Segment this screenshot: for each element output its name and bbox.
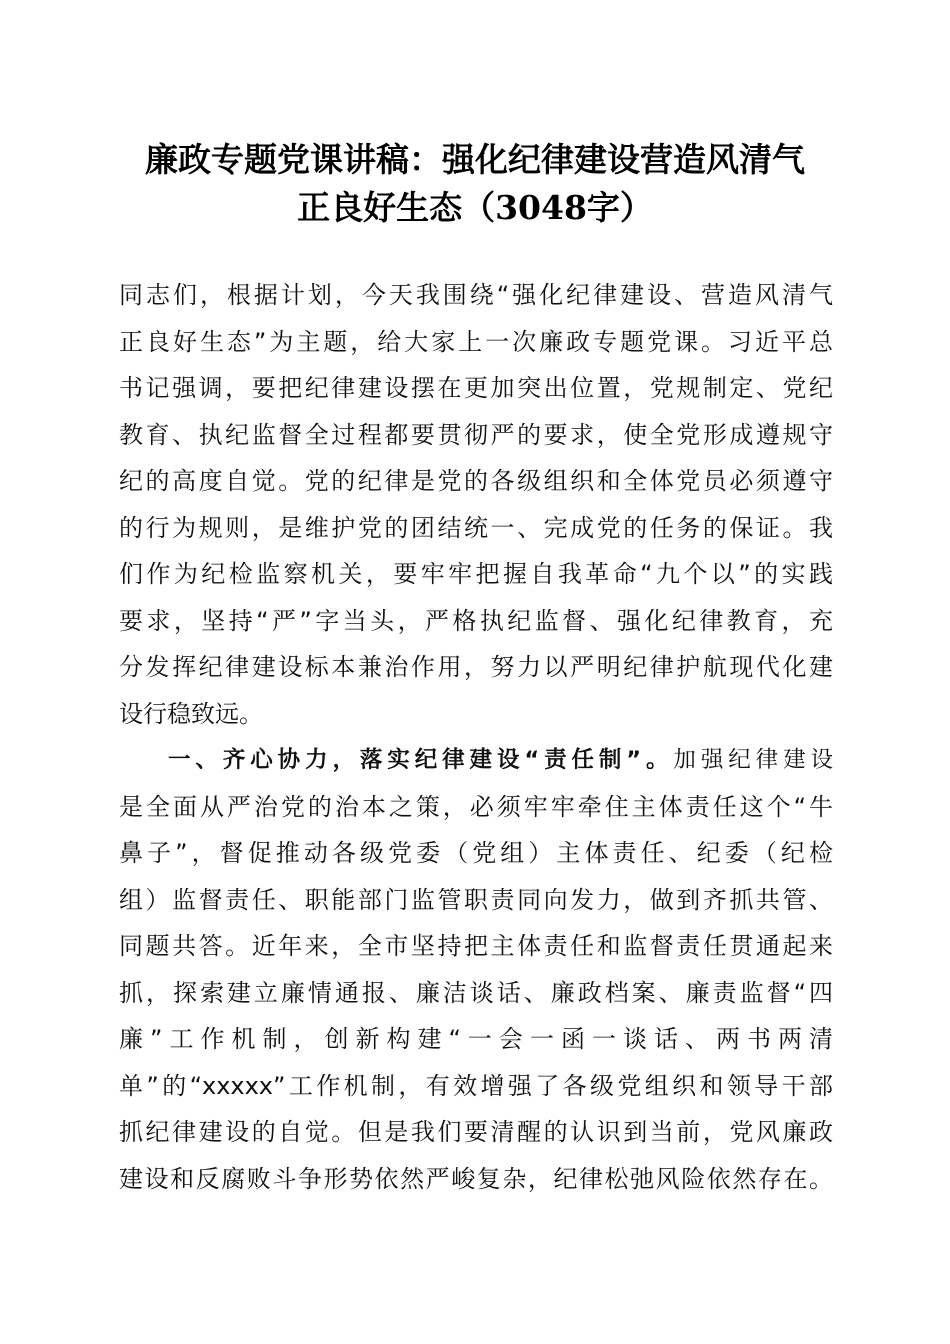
paragraph-1-line: 同志们，根据计划，今天我围绕“强化纪律建设、营造风清气: [119, 281, 833, 309]
section-1-line: 廉”工作机制，创新构建“一会一函一谈话、两书两清: [119, 1025, 833, 1053]
section-1-line: 是全面从严治党的治本之策，必须牢牢牵住主体责任这个“牛: [119, 793, 833, 821]
paragraph-1-line: 要求，坚持“严”字当头，严格执纪监督、强化纪律教育，充: [119, 607, 833, 635]
paragraph-1-line: 分发挥纪律建设标本兼治作用，努力以严明纪律护航现代化建: [119, 653, 833, 681]
section-1-line: 抓，探索建立廉情通报、廉洁谈话、廉政档案、廉责监督“四: [119, 979, 833, 1007]
section-1-heading: 一、齐心协力，落实纪律建设“责任制”。: [168, 747, 674, 773]
paragraph-1-line: 纪的高度自觉。党的纪律是党的各级组织和全体党员必须遵守: [119, 467, 833, 495]
section-1-line: 建设和反腐败斗争形势依然严峻复杂，纪律松弛风险依然存在。: [119, 1165, 833, 1193]
section-1-first-line: [168, 738, 833, 782]
section-1-line: 抓纪律建设的自觉。但是我们要清醒的认识到当前，党风廉政: [119, 1118, 833, 1146]
paragraph-1-line: 设行稳致远。: [119, 700, 263, 728]
section-1-line: 同题共答。近年来，全市坚持把主体责任和监督责任贯通起来: [119, 932, 833, 960]
paragraph-1-line: 们作为纪检监察机关，要牢牢把握自我革命“九个以”的实践: [119, 560, 833, 588]
section-1-line: 组）监督责任、职能部门监管职责同向发力，做到齐抓共管、: [119, 886, 833, 914]
paragraph-1-line: 的行为规则，是维护党的团结统一、完成党的任务的保证。我: [119, 514, 833, 542]
paragraph-1-line: 教育、执纪监督全过程都要贯彻严的要求，使全党形成遵规守: [119, 421, 833, 449]
section-1-line: 鼻子”，督促推动各级党委（党组）主体责任、纪委（纪检: [119, 839, 833, 867]
document-title-line-2: 正良好生态（3048字）: [297, 188, 653, 227]
paragraph-1-line: 正良好生态”为主题，给大家上一次廉政专题党课。习近平总: [119, 328, 833, 356]
paragraph-1-line: 书记强调，要把纪律建设摆在更加突出位置，党规制定、党纪: [119, 374, 833, 402]
document-title-line-1: 廉政专题党课讲稿：强化纪律建设营造风清气: [145, 140, 805, 179]
section-1-line: 单”的“xxxxx”工作机制，有效增强了各级党组织和领导干部: [119, 1072, 833, 1100]
section-1-first-line-text: 加强纪律建设: [673, 747, 833, 773]
